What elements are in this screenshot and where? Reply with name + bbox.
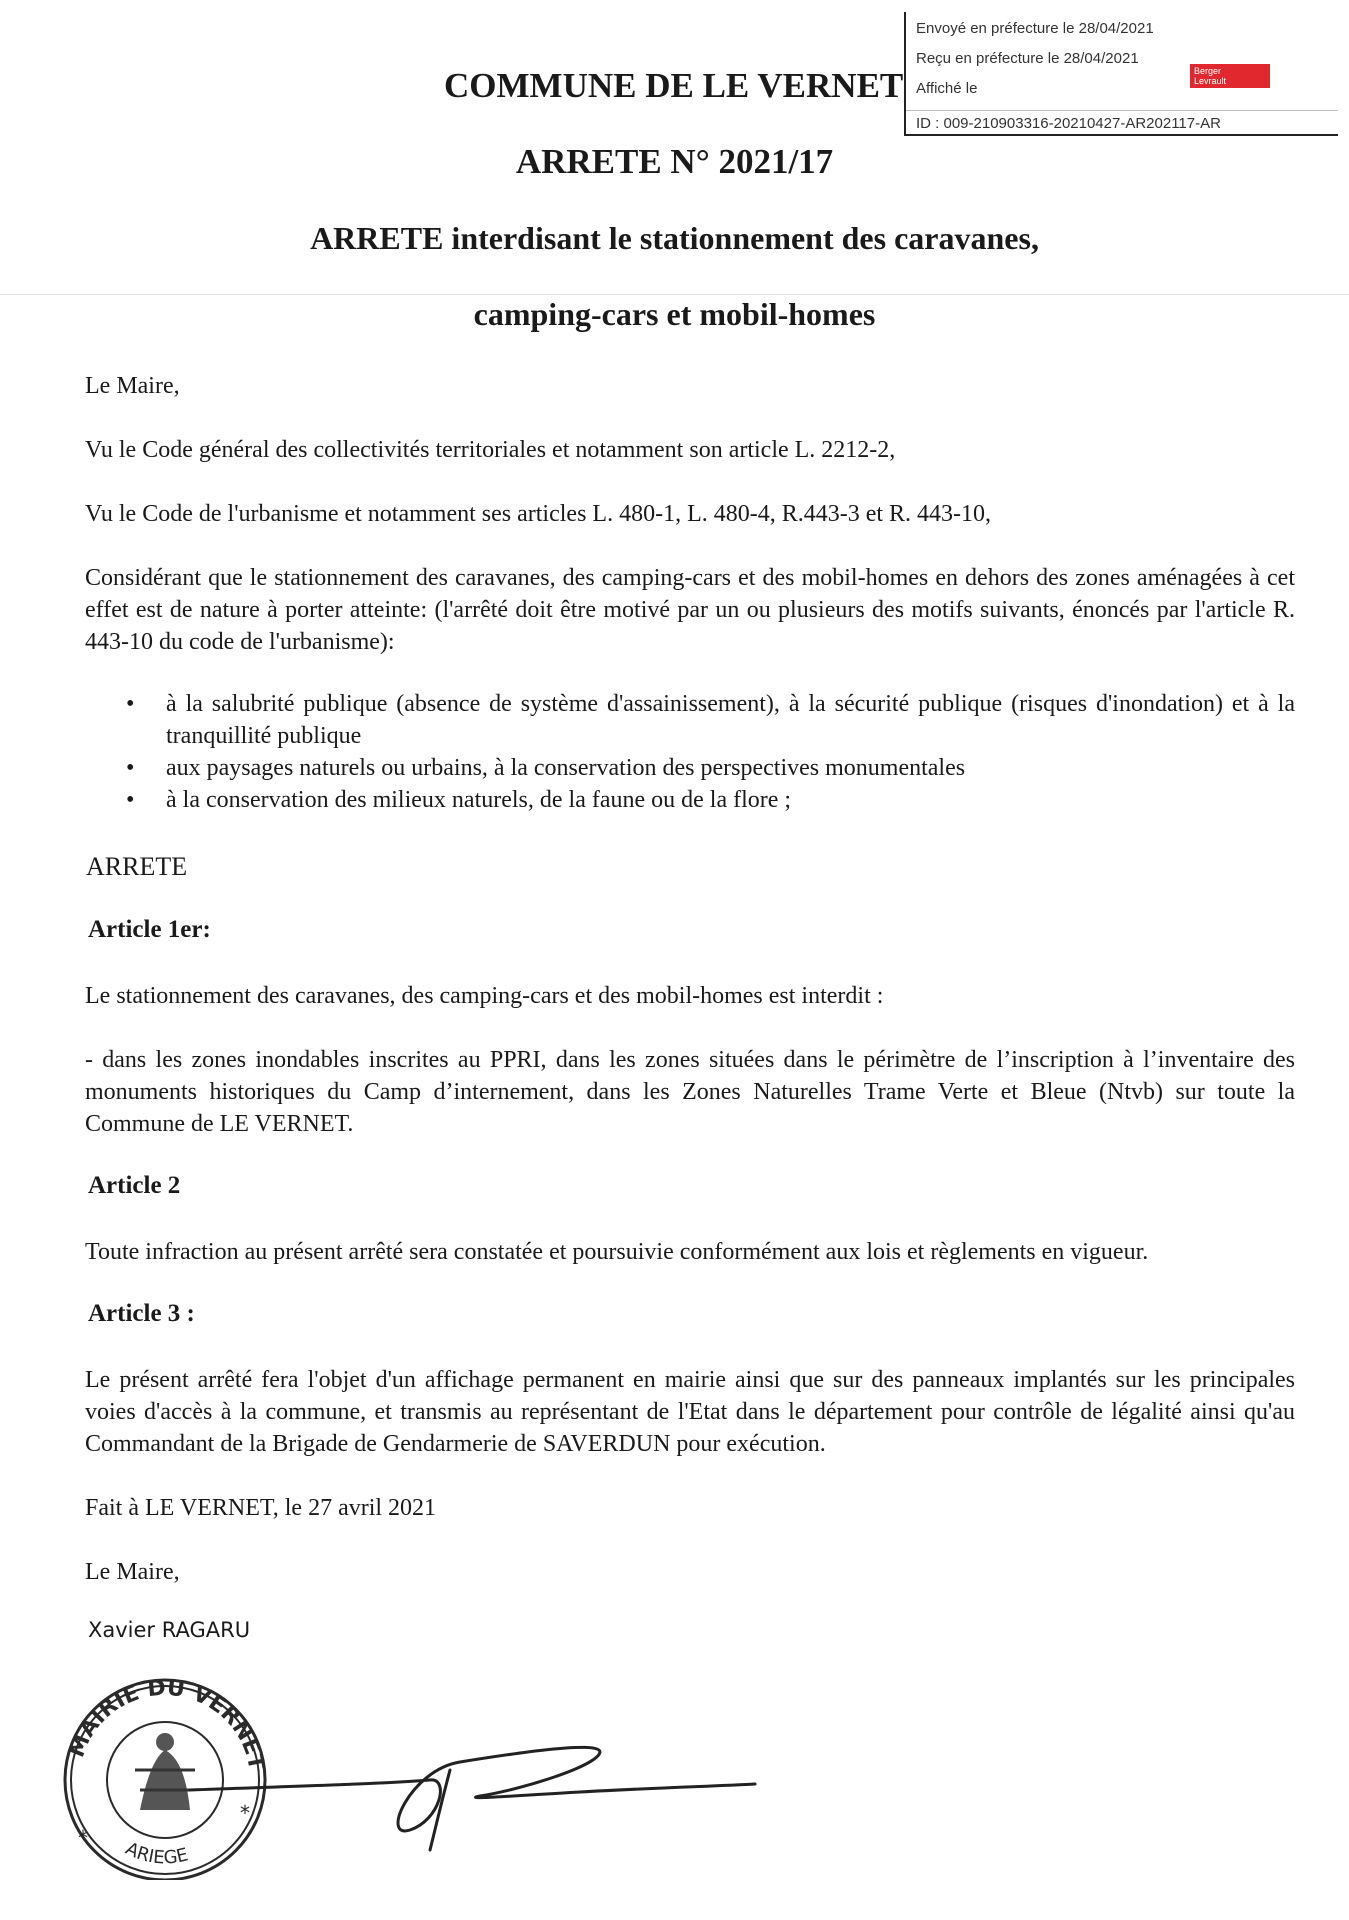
svg-text:*: *	[78, 1826, 88, 1850]
list-item	[120, 752, 1295, 784]
bullet-text: aux paysages naturels ou urbains, à la conservation des perspectives monumentales	[166, 755, 966, 781]
scan-divider	[0, 294, 1349, 295]
bullet-icon: •	[126, 787, 135, 813]
svg-text:*: *	[240, 1801, 250, 1825]
commune-title: COMMUNE DE LE VERNET	[444, 66, 904, 105]
article3-title: Article 3 :	[88, 1300, 195, 1327]
arrete-heading: ARRETE	[86, 852, 188, 881]
motifs-list	[120, 688, 1295, 816]
svg-text:ARIEGE: ARIEGE	[122, 1838, 191, 1869]
bullet-text: à la conservation des milieux naturels, de la faune ou de la flore ;	[166, 787, 792, 813]
article3-text: Le présent arrêté fera l'objet d'un affichage permanent en mairie ainsi que sur des panneaux implantés sur les principales voies d'accès à la commune, et transmis au représentant de l'Etat dans le département pour contrôle de légalité ainsi qu'au Commandant de la Brigade de Gendarmerie de SAVERDUN pour exécution.	[85, 1367, 1295, 1457]
article1-title: Article 1er:	[88, 916, 211, 943]
list-item	[120, 784, 1295, 816]
stamp-posted: Affiché le	[916, 80, 978, 97]
article1-text: Le stationnement des caravanes, des camping-cars et des mobil-homes est interdit :	[85, 983, 884, 1009]
list-item	[120, 688, 1295, 752]
article1-detail: - dans les zones inondables inscrites au PPRI, dans les zones situées dans le périmètre de l’inscription à l’inventaire des monuments historiques du Camp d’internement, dans les Zones Naturelles Trame Verte et Bleue (Ntvb) sur toute la Commune de LE VERNET.	[85, 1047, 1295, 1137]
bullet-text: à la salubrité publique (absence de système d'assainissement), à la sécurité publique (risques d'inondation) et à la tranquillité publique	[166, 691, 1295, 749]
signer-name: Xavier RAGARU	[88, 1618, 251, 1642]
bullet-icon: •	[126, 691, 135, 717]
article2-text: Toute infraction au présent arrêté sera constatée et poursuivie conformément aux lois et règlements en vigueur.	[85, 1239, 1149, 1265]
closing-le-maire: Le Maire,	[85, 1559, 180, 1585]
stamp-sent-date: Envoyé en préfecture le 28/04/2021	[916, 20, 1154, 37]
berger-levrault-logo: Berger Levrault	[1190, 64, 1270, 88]
article2-title: Article 2	[88, 1172, 181, 1199]
bullet-icon: •	[126, 755, 135, 781]
svg-text:MAIRIE DU VERNET: MAIRIE DU VERNET	[64, 1675, 269, 1773]
stamp-received-date: Reçu en préfecture le 28/04/2021	[916, 50, 1139, 67]
arrete-number: ARRETE N° 2021/17	[515, 142, 834, 181]
arrete-subtitle-line2: camping-cars et mobil-homes	[473, 296, 876, 332]
done-at-date: Fait à LE VERNET, le 27 avril 2021	[85, 1495, 437, 1521]
stamp-id: ID : 009-210903316-20210427-AR202117-AR	[906, 110, 1338, 134]
vu-urbanisme: Vu le Code de l'urbanisme et notamment ses articles L. 480-1, L. 480-4, R.443-3 et R. 443-10,	[85, 501, 992, 527]
prefecture-stamp	[904, 12, 1338, 136]
handwritten-signature	[180, 1700, 760, 1860]
arrete-subtitle-line1: ARRETE interdisant le stationnement des caravanes,	[310, 220, 1039, 256]
considerant-paragraph: Considérant que le stationnement des caravanes, des camping-cars et des mobil-homes en dehors des zones aménagées à cet effet est de nature à porter atteinte: (l'arrêté doit être motivé par un ou plusieurs des motifs suivants, énoncés par l'article R. 443-10 du code de l'urbanisme):	[85, 565, 1295, 655]
opening-le-maire: Le Maire,	[85, 373, 180, 399]
vu-cgct: Vu le Code général des collectivités territoriales et notamment son article L. 2212-2,	[85, 437, 896, 463]
